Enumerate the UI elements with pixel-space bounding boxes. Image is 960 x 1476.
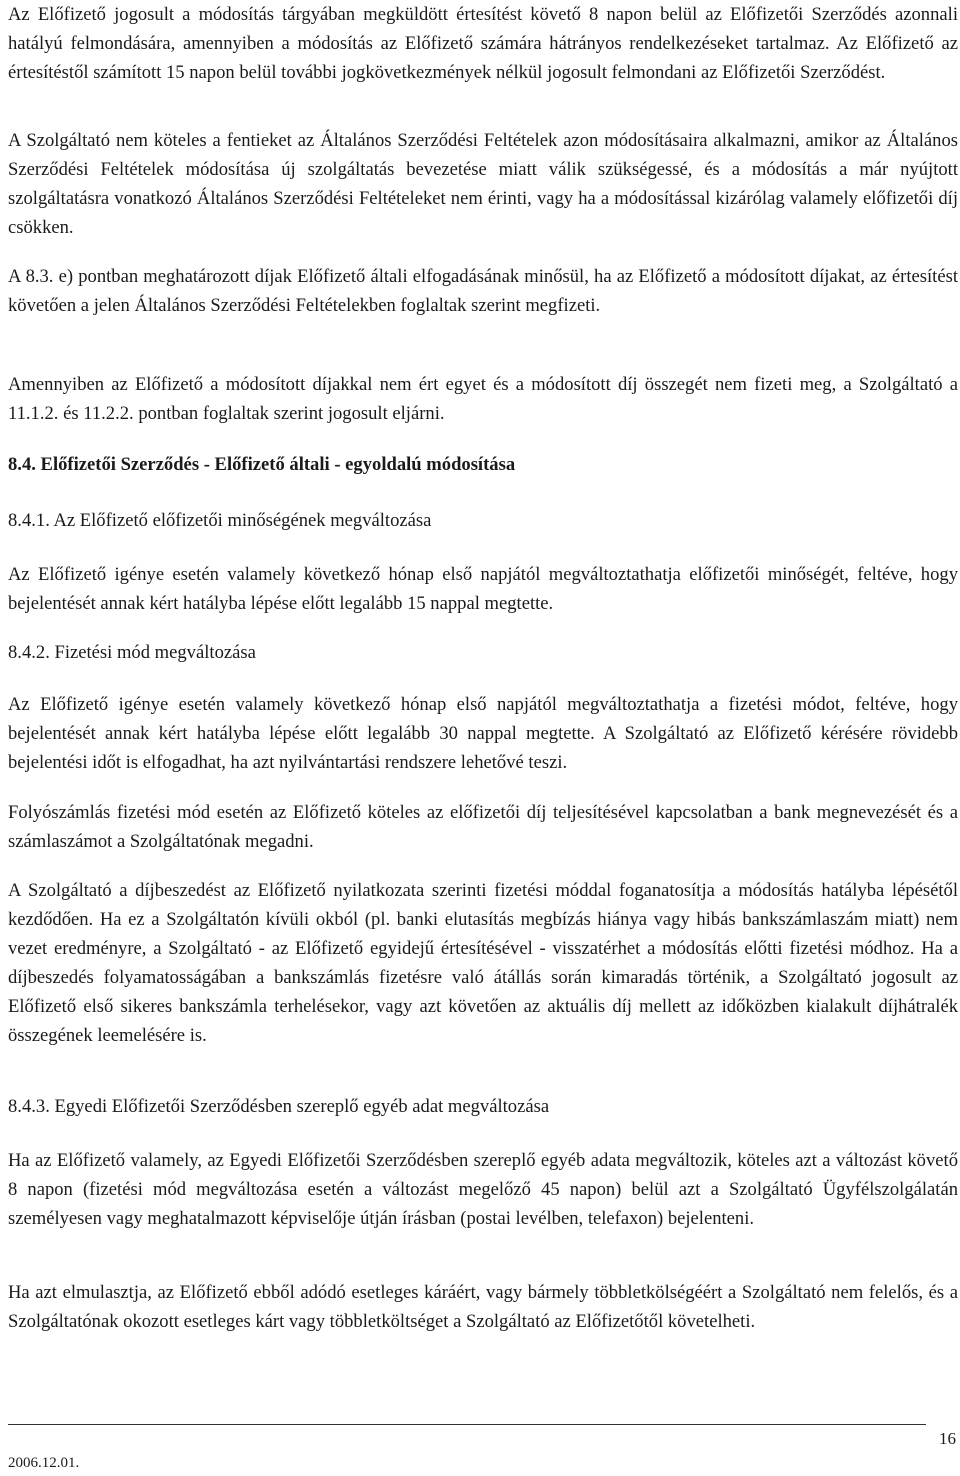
paragraph-subscriber-quality: Az Előfizető igénye esetén valamely következő hónap első napjától megváltoztathatja előfizetői minőségét, feltéve, hogy bejelentését annak kért hatályba lépése előtt legalább 15 nappal megtette. <box>8 564 958 614</box>
paragraph-fee-acceptance: A 8.3. e) pontban meghatározott díjak Előfizető általi elfogadásának minősül, ha az Előfizető a módosított díjakat, az értesítést követően a jelen Általános Szerződési Feltételekben foglaltak szerint megfizeti. <box>8 266 958 316</box>
paragraph-fee-disagreement: Amennyiben az Előfizető a módosított díjakkal nem ért egyet és a módosított díj összegét nem fizeti meg, a Szolgáltató a 11.1.2. és 11.2.2. pontban foglaltak szerint jogosult eljárni. <box>8 374 958 424</box>
footer-divider <box>8 1424 926 1425</box>
paragraph-bank-account: Folyószámlás fizetési mód esetén az Előfizető köteles az előfizetői díj teljesítésével kapcsolatban a bank megnevezését és a számlaszámot a Szolgáltatónak megadni. <box>8 802 958 852</box>
paragraph-data-change: Ha az Előfizető valamely, az Egyedi Előfizetői Szerződésben szereplő egyéb adata megváltozik, köteles azt a változást követő 8 napon (fizetési mód megváltozása esetén a változást megelőző 45 napon) belül azt a Szolgáltató Ügyfélszolgálatán személyesen vagy meghatalmazott képviselője útján írásban (postai levélben, telefaxon) bejelenteni. <box>8 1150 958 1229</box>
paragraph-liability: Ha azt elmulasztja, az Előfizető ebből adódó esetleges káráért, vagy bármely többletkölségéért a Szolgáltató nem felelős, és a Szolgáltatónak okozott esetleges kárt vagy többletköltséget a Szolgáltató az Előfizetőtől követelheti. <box>8 1282 958 1332</box>
section-heading-8-4: 8.4. Előfizetői Szerződés - Előfizető általi - egyoldalú módosítása <box>8 454 516 475</box>
page-number: 16 <box>939 1429 956 1448</box>
subsection-heading-8-4-3: 8.4.3. Egyedi Előfizetői Szerződésben szereplő egyéb adat megváltozása <box>8 1096 550 1117</box>
paragraph-termination-right: Az Előfizető jogosult a módosítás tárgyában megküldött értesítést követő 8 napon belül az Előfizetői Szerződés azonnali hatályú felmondására, amennyiben a módosítás az Előfizető számára hátrányos rendelkezéseket tartalmaz. Az Előfizető az értesítéstől számított 15 napon belül további jogkövetkezmények nélkül jogosult felmondani az Előfizetői Szerződést. <box>8 4 958 83</box>
paragraph-direct-debit: A Szolgáltató a díjbeszedést az Előfizető nyilatkozata szerinti fizetési móddal foganatosítja a módosítás hatályba lépésétől kezdődően. Ha ez a Szolgáltatón kívüli okból (pl. banki elutasítás megbízás hiánya vagy hibás bankszámlaszám miatt) nem vezet eredményre, a Szolgáltató - az Előfizető egyidejű értesítésével - visszatérhet a módosítás előtti fizetési módhoz. Ha a díjbeszedés folyamatosságában a bankszámlás fizetésre való átállás során kimaradás történik, a Szolgáltató jogosult az Előfizető első sikeres bankszámla terhelésekor, vagy azt követően az aktuális díj mellett az időközben kialakult díjhátralék összegének leemelésére is. <box>8 880 958 1046</box>
subsection-heading-8-4-1: 8.4.1. Az Előfizető előfizetői minőségének megváltozása <box>8 510 432 531</box>
subsection-heading-8-4-2: 8.4.2. Fizetési mód megváltozása <box>8 642 256 663</box>
paragraph-payment-method: Az Előfizető igénye esetén valamely következő hónap első napjától megváltoztathatja a fizetési módot, feltéve, hogy bejelentését annak kért hatályba lépése előtt legalább 30 nappal megtette. A Szolgáltató az Előfizető kérésére rövidebb bejelentési időt is elfogadhat, ha azt nyilvántartási rendszere lehetővé teszi. <box>8 694 958 773</box>
paragraph-exceptions: A Szolgáltató nem köteles a fentieket az Általános Szerződési Feltételek azon módosításaira alkalmazni, amikor az Általános Szerződési Feltételek módosítása új szolgáltatás bevezetése miatt válik szükségessé, és a módosítás a már nyújtott szolgáltatásra vonatkozó Általános Szerződési Feltételeket nem érinti, vagy ha a módosítással kizárólag valamely előfizetői díj csökken. <box>8 130 958 238</box>
footer-date: 2006.12.01. <box>8 1455 80 1471</box>
